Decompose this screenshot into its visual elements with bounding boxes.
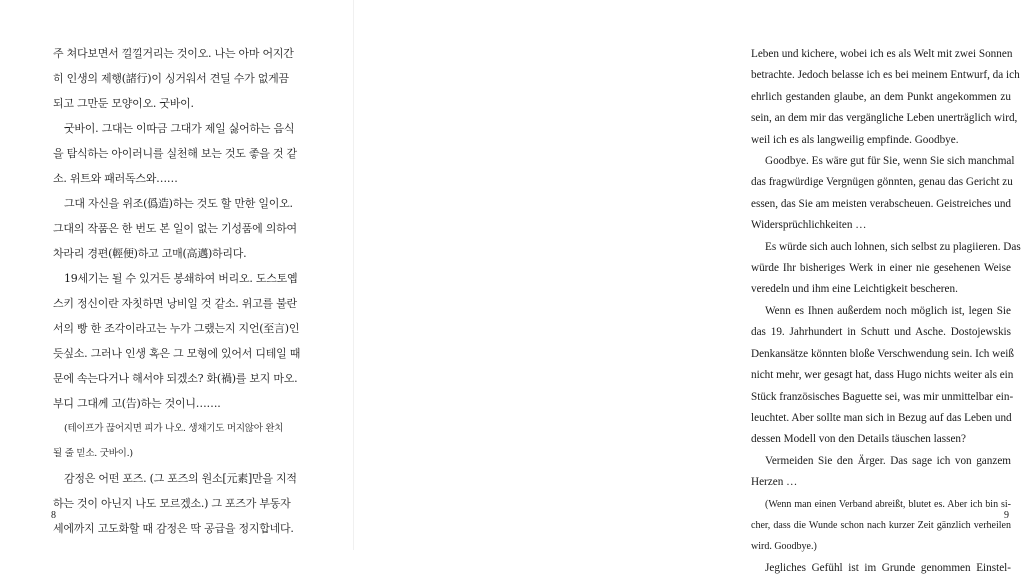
- left-page: [0, 0, 354, 550]
- korean-text-line: 을 탐식하는 아이러니를 실천해 보는 것도 좋을 것 같: [53, 147, 297, 160]
- german-text-line: Jegliches Gefühl ist im Grunde genommen Einstel-: [765, 561, 1011, 574]
- korean-text-line: 주 쳐다보면서 낄낄거리는 것이오. 나는 아마 어지간: [53, 47, 294, 60]
- german-text-line: nicht mehr, wer gesagt hat, dass Hugo nichts weiter als ein: [751, 369, 1014, 382]
- korean-text-line: 19세기는 될 수 있거든 봉쇄하여 버리오. 도스토옙: [64, 272, 298, 285]
- german-text-line: Vermeiden Sie den Ärger. Das sage ich von ganzem: [765, 454, 1011, 467]
- german-text-line: sein, an dem mir das vergängliche Leben unerträglich wird,: [751, 112, 1018, 125]
- german-text-line: Stück französisches Baguette sei, was mir unmittelbar ein-: [751, 390, 1014, 403]
- korean-text-line: 서의 빵 한 조각이라고는 누가 그랬는지 지언(至言)인: [53, 322, 300, 335]
- german-text-line: Widersprüchlichkeiten …: [751, 219, 867, 232]
- korean-text-block: [53, 41, 315, 541]
- german-text-line: Leben und kichere, wobei ich es als Welt mit zwei Sonnen: [751, 48, 1013, 60]
- korean-text-line: 그대 자신을 위조(僞造)하는 것도 할 만한 일이오.: [64, 197, 293, 210]
- german-text-line: (Wenn man einen Verband abreißt, blutet es. Aber ich bin si-: [765, 498, 1011, 510]
- german-text-line: das fragwürdige Vergnügen gönnten, genau das Gericht zu: [751, 176, 1013, 189]
- german-text-line: Herzen …: [751, 476, 798, 489]
- right-page: [354, 0, 1021, 574]
- german-text-line: das 19. Jahrhundert in Schutt und Asche. Dostojewskis: [751, 326, 1011, 339]
- german-text-line: ehrlich gestanden glaube, an dem Punkt angekommen zu: [751, 90, 1011, 103]
- german-text-line: Goodbye. Es wäre gut für Sie, wenn Sie sich manchmal: [765, 155, 1015, 168]
- korean-text-line: 감정은 어떤 포즈. (그 포즈의 원소[元素]만을 지적: [64, 472, 297, 485]
- korean-text-line: 소. 위트와 패러독스와……: [53, 172, 178, 185]
- korean-text-line: 굿바이. 그대는 이따금 그대가 제일 싫어하는 음식: [64, 122, 295, 135]
- page-number-left: 8: [51, 510, 56, 521]
- german-text-line: betrachte. Jedoch belasse ich es bei meinem Entwurf, da ich: [751, 69, 1020, 82]
- german-text-line: cher, dass die Wunde schon nach kurzer Zeit gänzlich verheilen: [751, 519, 1011, 531]
- korean-text-line: (테이프가 끊어지면 피가 나오. 생채기도 머지않아 완치: [64, 423, 284, 434]
- german-text-line: Es würde sich auch lohnen, sich selbst zu plagiieren. Das: [765, 240, 1021, 253]
- german-text-line: essen, das Sie am meisten verabscheuen. Geistreiches und: [751, 197, 1012, 210]
- german-text-line: dessen Modell von den Details täuschen lassen?: [751, 433, 966, 446]
- german-text-line: Wenn es Ihnen außerdem noch möglich ist, legen Sie: [765, 304, 1011, 317]
- german-text-line: weil ich es als langweilig empfinde. Goodbye.: [751, 133, 959, 146]
- german-text-line: würde Ihr bisheriges Werk in einer nie gesehenen Weise: [751, 262, 1011, 275]
- korean-text-line: 하는 것이 아닌지 나도 모르겠소.) 그 포즈가 부동자: [53, 497, 291, 510]
- korean-text-line: 문에 속는다거나 해서야 되겠소? 화(禍)를 보지 마오.: [53, 372, 298, 385]
- german-text-block: [751, 44, 1021, 579]
- german-text-line: Denkansätze könnten bloße Verschwendung sein. Ich weiß: [751, 347, 1014, 360]
- korean-text-line: 세에까지 고도화할 때 감정은 딱 공급을 정지합네다.: [53, 522, 294, 535]
- german-text-line: veredeln und ihm eine Leichtigkeit bescheren.: [751, 283, 958, 296]
- korean-text-line: 그대의 작품은 한 번도 본 일이 없는 기성품에 의하여: [53, 222, 297, 235]
- korean-text-line: 듯싶소. 그러나 인생 혹은 그 모형에 있어서 디테일 때: [53, 347, 301, 360]
- korean-text-line: 히 인생의 제행(諸行)이 싱거워서 견딜 수가 없게끔: [53, 72, 289, 85]
- german-text-line: leuchtet. Aber sollte man sich in Bezug auf das Leben und: [751, 411, 1012, 424]
- korean-text-line: 부디 그대께 고(告)하는 것이니…….: [53, 397, 221, 410]
- korean-text-line: 되고 그만둔 모양이오. 굿바이.: [53, 97, 194, 110]
- korean-text-line: 스키 정신이란 자칫하면 낭비일 것 같소. 위고를 불란: [53, 297, 297, 310]
- korean-text-line: 될 줄 믿소. 굿바이.): [53, 448, 133, 459]
- page-number-right: 9: [1004, 510, 1009, 521]
- korean-text-line: 차라리 경편(輕便)하고 고매(高邁)하리다.: [53, 247, 247, 260]
- german-text-line: wird. Goodbye.): [751, 541, 817, 553]
